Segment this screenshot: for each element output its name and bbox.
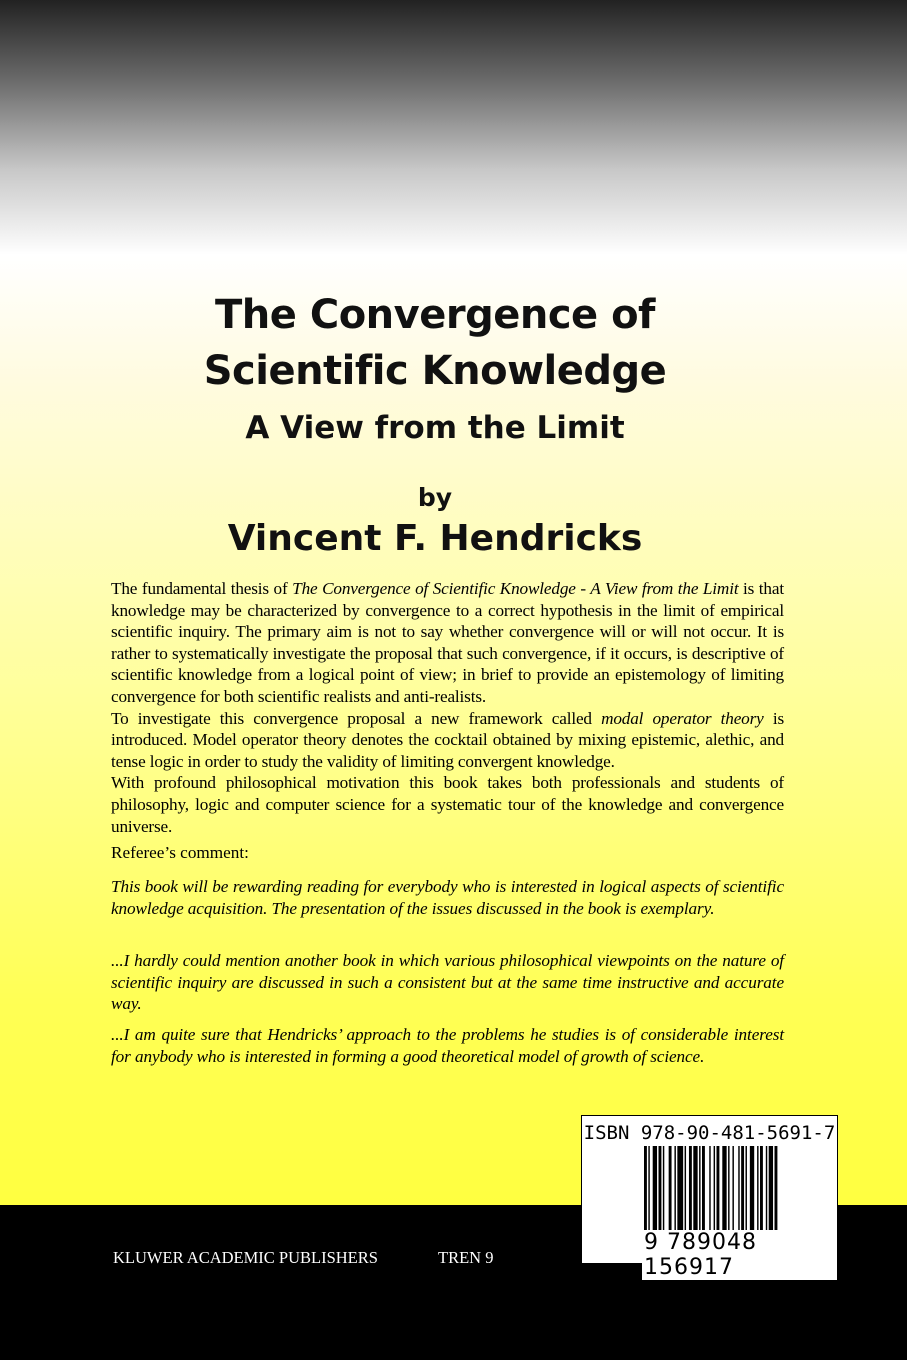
series-label: TREN 9 xyxy=(438,1248,494,1267)
book-title-line-2: Scientific Knowledge xyxy=(203,348,667,394)
by-label: by xyxy=(417,483,453,512)
isbn-barcode xyxy=(581,1115,838,1280)
referee-quote-3: ...I am quite sure that Hendricks’ approach to the problems he studies is of considerable interest for anybody who is interested in forming a good theoretical model of growth of science. xyxy=(111,1025,784,1066)
book-title-line-1: The Convergence of xyxy=(215,292,655,338)
description-paragraph-2 xyxy=(111,708,784,773)
italic-title: The Convergence of Scientific Knowledge - A View from the Limit xyxy=(292,579,739,598)
description xyxy=(111,578,784,837)
author-name: Vincent F. Hendricks xyxy=(227,518,643,559)
description-paragraph-1 xyxy=(111,578,784,708)
text: The fundamental thesis of xyxy=(111,579,293,598)
book-subtitle: A View from the Limit xyxy=(245,410,625,446)
isbn-text: ISBN 978-90-481-5691-7 xyxy=(583,1122,836,1144)
description-paragraph-3: With profound philosophical motivation this book takes both professionals and students of philosophy, logic and computer science for a systematic tour of the knowledge and convergence universe. xyxy=(111,773,784,836)
text: To investigate this convergence proposal a new framework called xyxy=(111,708,602,728)
publisher-name: KLUWER ACADEMIC PUBLISHERS xyxy=(113,1248,378,1267)
barcode-digits: 9 789048 156917 xyxy=(642,1230,837,1280)
referee-label: Referee’s comment: xyxy=(111,843,249,862)
text: is introduced. Model operator theory denotes the cocktail obtained by mixing epistemic, alethic, and tense logic in order to study the validity of limiting convergent knowledge. xyxy=(111,708,784,771)
referee-quote-2: ...I hardly could mention another book in which various philosophical viewpoints on the nature of scientific inquiry are discussed in such a consistent but at the same time instructive and accurate way. xyxy=(111,951,784,1014)
referee-quote-1: This book will be rewarding reading for everybody who is interested in logical aspects of scientific knowledge acquisition. The presentation of the issues discussed in the book is exemplary. xyxy=(111,877,784,918)
text: is that knowledge may be characterized by convergence to a correct hypothesis in the limit of empirical scientific inquiry. The primary aim is not to say whether convergence will or will not occur. It is rather to systematically investigate the proposal that such convergence, if it occurs, is descriptive of scientific knowledge from a logical point of view; in brief to provide an epistemology of limiting convergence for both scientific realists and anti-realists. xyxy=(111,579,784,706)
italic-term: modal operator theory xyxy=(601,708,764,728)
